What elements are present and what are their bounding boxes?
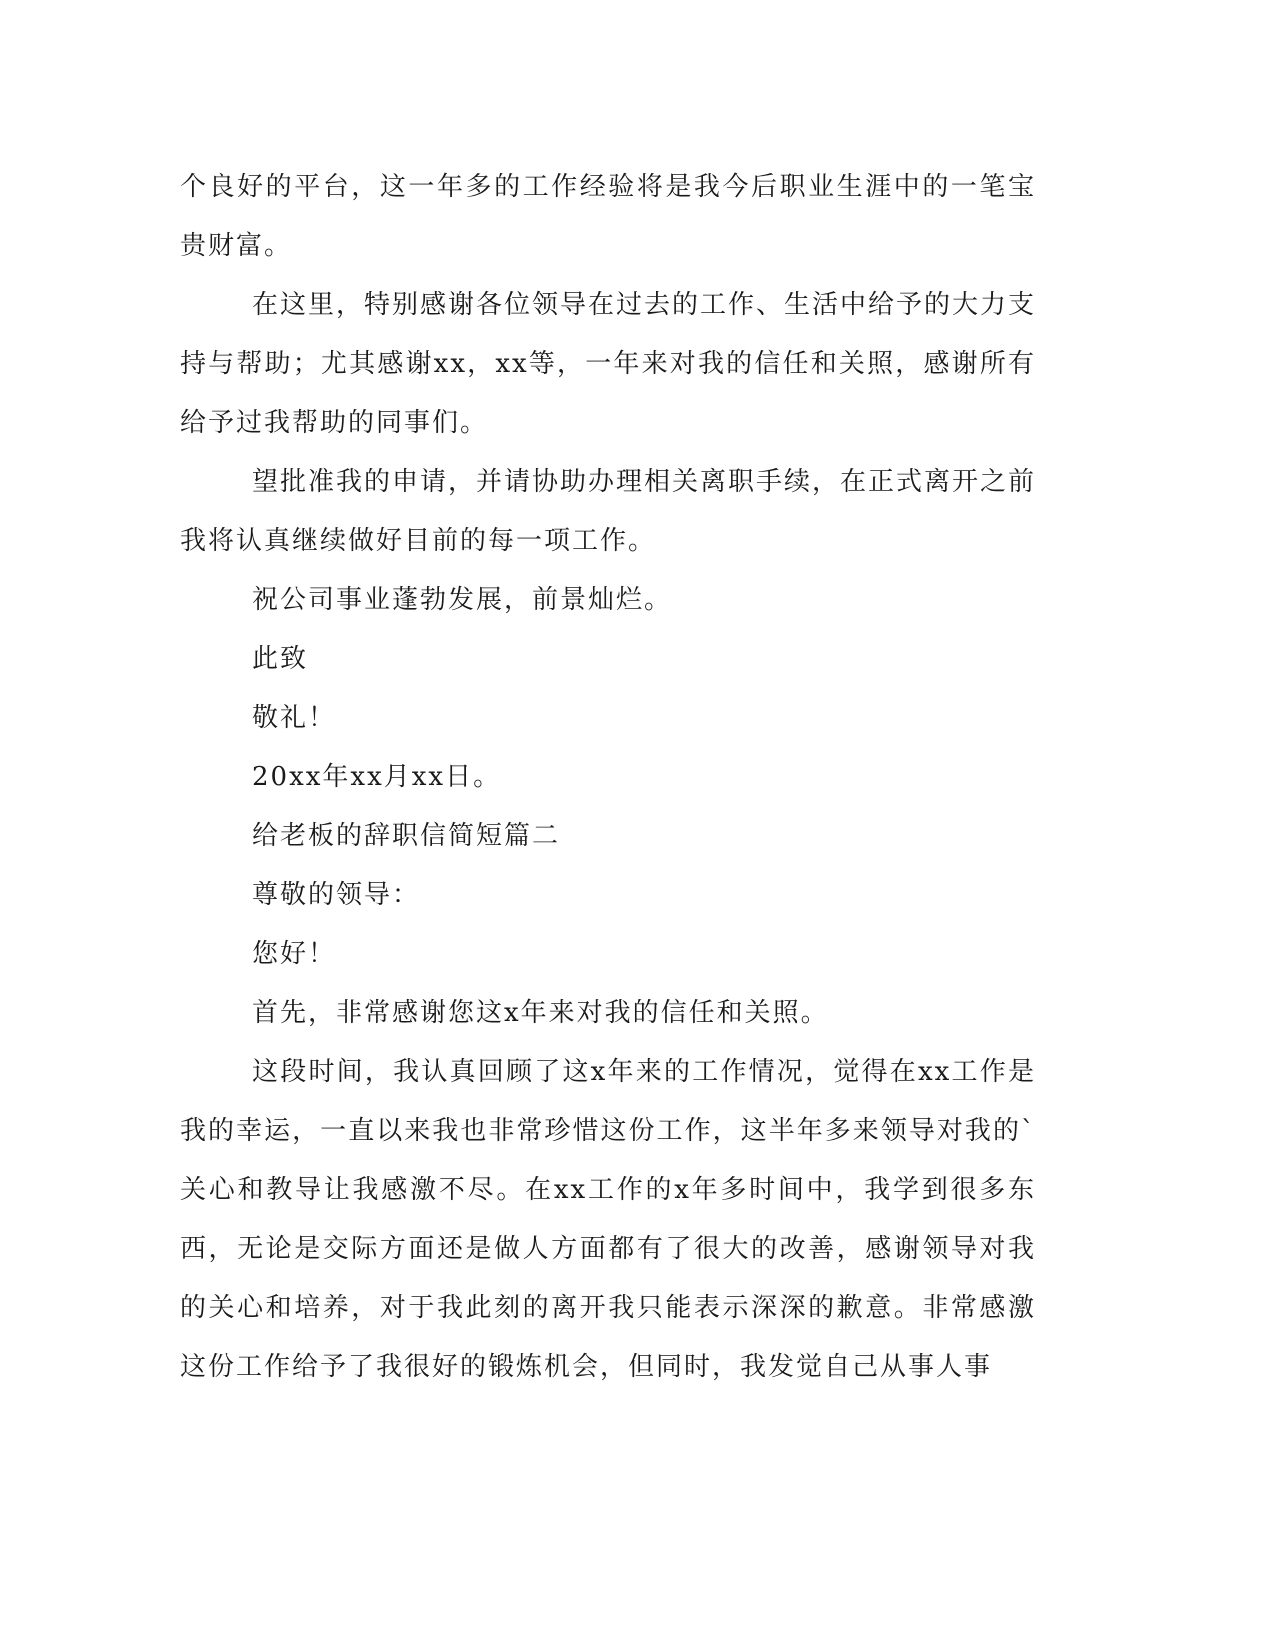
greeting-line: 您好！ [252, 939, 337, 969]
paragraph: 个良好的平台，这一年多的工作经验将是我今后职业生涯中的一笔宝贵财富。 [180, 172, 1036, 261]
paragraph: 首先，非常感谢您这x年来对我的信任和关照。 [252, 998, 829, 1028]
closing-line: 此致 [252, 644, 309, 674]
paragraph: 在这里，特别感谢各位领导在过去的工作、生活中给予的大力支持与帮助；尤其感谢xx，xx等，一年来对我的信任和关照，感谢所有给予过我帮助的同事们。 [180, 290, 1037, 438]
date-line: 20xx年xx月xx日。 [252, 762, 502, 792]
salutation-line: 敬礼！ [252, 703, 337, 733]
paragraph: 这段时间，我认真回顾了这x年来的工作情况，觉得在xx工作是我的幸运，一直以来我也非常珍惜这份工作，这半年多来领导对我的`关心和教导让我感激不尽。在xx工作的x年多时间中，我学到很多东西，无论是交际方面还是做人方面都有了很大的改善，感谢领导对我的关心和培养，对于我此刻的离开我只能表示深深的歉意。非常感激这份工作给予了我很好的锻炼机会，但同时，我发觉自己从事人事 [180, 1057, 1036, 1382]
paragraph: 望批准我的申请，并请协助办理相关离职手续，在正式离开之前我将认真继续做好目前的每一项工作。 [180, 467, 1037, 556]
paragraph: 祝公司事业蓬勃发展，前景灿烂。 [252, 585, 673, 615]
greeting-addressee: 尊敬的领导： [252, 880, 421, 910]
section-title: 给老板的辞职信简短篇二 [252, 821, 561, 851]
letter-body [180, 158, 1036, 1397]
